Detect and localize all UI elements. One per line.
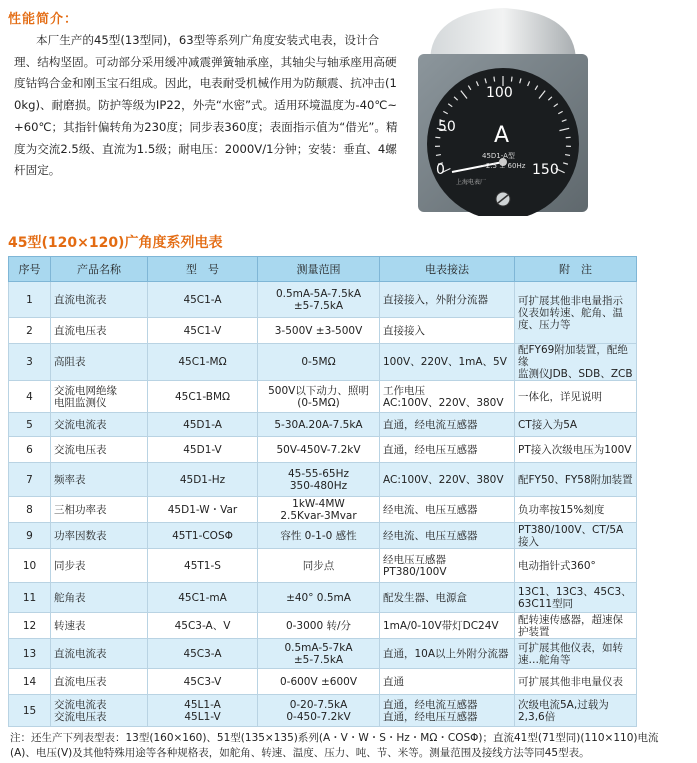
section-title: 性能简介： — [8, 12, 79, 27]
row-name: 直流电流表 — [51, 282, 148, 318]
header-model: 型 号 — [148, 257, 258, 282]
row-notes: 配转速传感器，超速保 护装置 — [515, 613, 637, 639]
scale-label-150: 150 — [532, 162, 559, 178]
row-index: 2 — [9, 318, 51, 344]
row-name: 高阻表 — [51, 344, 148, 381]
row-model: 45D1-W・Var — [148, 497, 258, 523]
row-name: 交流电流表 — [51, 413, 148, 437]
product-table — [8, 256, 637, 727]
header-wiring: 电表接法 — [380, 257, 515, 282]
row-model: 45C1-A — [148, 282, 258, 318]
header-range: 测量范围 — [258, 257, 380, 282]
table-row — [9, 639, 637, 669]
table-row — [9, 381, 637, 413]
row-index: 6 — [9, 437, 51, 463]
row-index: 11 — [9, 583, 51, 613]
row-model: 45T1-COSΦ — [148, 523, 258, 549]
table-title: 45型(120×120)广角度系列电表 — [8, 235, 223, 251]
row-range: 0.5mA-5A-7.5kA ±5-7.5kA — [258, 282, 380, 318]
row-range: 同步点 — [258, 549, 380, 583]
row-index: 7 — [9, 463, 51, 497]
table-row — [9, 282, 637, 318]
row-wiring: 工作电压 AC:100V、220V、380V — [380, 381, 515, 413]
meter-photo — [412, 2, 594, 216]
row-wiring: 直通，经电压互感器 — [380, 437, 515, 463]
row-range: 0-20-7.5kA 0-450-7.2kV — [258, 695, 380, 727]
row-name: 转速表 — [51, 613, 148, 639]
row-range: 容性 0-1-0 感性 — [258, 523, 380, 549]
row-notes: 可扩展其他非电量仪表 — [515, 669, 637, 695]
row-index: 9 — [9, 523, 51, 549]
header-notes: 附 注 — [515, 257, 637, 282]
row-notes: 配FY50、FY58附加装置 — [515, 463, 637, 497]
row-index: 12 — [9, 613, 51, 639]
meter-maker: 上海电表厂 — [456, 179, 487, 186]
row-notes: 电动指针式360° — [515, 549, 637, 583]
row-index: 1 — [9, 282, 51, 318]
row-model: 45C3-A — [148, 639, 258, 669]
row-range: 0-600V ±600V — [258, 669, 380, 695]
row-range: 50V-450V-7.2kV — [258, 437, 380, 463]
footnote: 注：还生产下列表型表：13型(160×160)、51型(135×135)系列(A・V・W・S・Hz・MΩ・COSΦ)；直流41型(71型同)(110×110)电流(A)、电压(V)及其他特殊用途等各种规格表，如舵角、转速、温度、压力、吨、节、米等。测量范围及接线方法等同45型表。 — [10, 732, 659, 759]
row-range: 500V以下动力、照明 (0-5MΩ) — [258, 381, 380, 413]
row-wiring: 经电流、电压互感器 — [380, 523, 515, 549]
row-name: 舵角表 — [51, 583, 148, 613]
row-model: 45D1-A — [148, 413, 258, 437]
row-notes: 负功率按15%刻度 — [515, 497, 637, 523]
meter-unit: A — [494, 123, 510, 148]
scale-tick — [494, 77, 495, 82]
scale-label-0: 0 — [436, 162, 445, 178]
row-wiring: 100V、220V、1mA、5V — [380, 344, 515, 381]
row-model: 45D1-V — [148, 437, 258, 463]
header-name: 产品名称 — [51, 257, 148, 282]
meter-model: 45D1-A型 — [482, 152, 515, 160]
row-index: 14 — [9, 669, 51, 695]
row-name: 功率因数表 — [51, 523, 148, 549]
row-name: 直流电压表 — [51, 669, 148, 695]
table-row — [9, 583, 637, 613]
row-wiring: 直接接入 — [380, 318, 515, 344]
scale-tick — [511, 77, 512, 82]
row-wiring: AC:100V、220V、380V — [380, 463, 515, 497]
row-model: 45C3-V — [148, 669, 258, 695]
row-wiring: 直通，经电流互感器 直通，经电压互感器 — [380, 695, 515, 727]
row-range: 3-500V ±3-500V — [258, 318, 380, 344]
row-index: 5 — [9, 413, 51, 437]
row-notes: 13C1、13C3、45C3、 63C11型同 — [515, 583, 637, 613]
row-name: 交流电压表 — [51, 437, 148, 463]
row-model: 45C1-MΩ — [148, 344, 258, 381]
row-model: 45D1-Hz — [148, 463, 258, 497]
row-index: 3 — [9, 344, 51, 381]
row-name: 同步表 — [51, 549, 148, 583]
row-model: 45C1-BMΩ — [148, 381, 258, 413]
table-row — [9, 413, 637, 437]
row-wiring: 经电压互感器 PT380/100V — [380, 549, 515, 583]
row-wiring: 直接接入，外附分流器 — [380, 282, 515, 318]
row-notes: CT接入为5A — [515, 413, 637, 437]
row-wiring: 经电流、电压互感器 — [380, 497, 515, 523]
row-range: 0-5MΩ — [258, 344, 380, 381]
table-row — [9, 463, 637, 497]
row-name: 频率表 — [51, 463, 148, 497]
table-row — [9, 549, 637, 583]
table-row — [9, 497, 637, 523]
row-model: 45C1-mA — [148, 583, 258, 613]
row-name: 直流电流表 — [51, 639, 148, 669]
row-range: 0-3000 转/分 — [258, 613, 380, 639]
table-row — [9, 613, 637, 639]
meter-housing — [430, 8, 576, 62]
row-range: 45-55-65Hz 350-480Hz — [258, 463, 380, 497]
scale-label-100: 100 — [486, 85, 513, 101]
row-index: 10 — [9, 549, 51, 583]
row-wiring: 1mA/0-10V带灯DC24V — [380, 613, 515, 639]
row-notes: 配FY69附加装置，配绝缘 监测仪JDB、SDB、ZCB — [515, 344, 637, 381]
row-model: 45C3-A、V — [148, 613, 258, 639]
row-index: 4 — [9, 381, 51, 413]
row-index: 15 — [9, 695, 51, 727]
row-range: ±40° 0.5mA — [258, 583, 380, 613]
row-model: 45L1-A 45L1-V — [148, 695, 258, 727]
row-notes: 次级电流5A,过载为2,3,6倍 — [515, 695, 637, 727]
row-model: 45T1-S — [148, 549, 258, 583]
row-notes: 可扩展其他非电量指示 仪表如转速、舵角、温 度、压力等 — [515, 282, 637, 344]
row-wiring: 直通，经电流互感器 — [380, 413, 515, 437]
row-notes: PT380/100V、CT/5A接入 — [515, 523, 637, 549]
row-name: 直流电压表 — [51, 318, 148, 344]
row-range: 5-30A.20A-7.5kA — [258, 413, 380, 437]
header-index: 序号 — [9, 257, 51, 282]
row-range: 1kW-4MW 2.5Kvar-3Mvar — [258, 497, 380, 523]
row-range: 0.5mA-5-7kA ±5-7.5kA — [258, 639, 380, 669]
row-notes: 一体化，详见说明 — [515, 381, 637, 413]
intro-paragraph: 本厂生产的45型(13型同)，63型等系列广角度安装式电表，设计合理、结构坚固。可动部分采用缓冲减震弹簧轴承座，其轴尖与轴承座用高硬度钴钨合金和刚玉宝石组成。因此，电表耐受机械作用为防颠震、抗冲击(10kg)、耐磨损。防护等级为IP22，外壳“水密”式。适用环境温度为-40℃~+60℃；其指针偏转角为230度；同步表360度；表面指示值为“借光”。精度为交流2.5级、直流为1.5级；耐电压：2000V/1分钟；安装：垂直、4螺杆固定。 — [14, 33, 398, 178]
row-wiring: 直通，10A以上外附分流器 — [380, 639, 515, 669]
row-name: 三相功率表 — [51, 497, 148, 523]
row-name: 交流电网绝缘 电阻监测仪 — [51, 381, 148, 413]
table-row — [9, 437, 637, 463]
row-wiring: 直通 — [380, 669, 515, 695]
table-row — [9, 344, 637, 381]
row-notes: 可扩展其他仪表，如转 速…舵角等 — [515, 639, 637, 669]
row-name: 交流电流表 交流电压表 — [51, 695, 148, 727]
row-model: 45C1-V — [148, 318, 258, 344]
table-row — [9, 669, 637, 695]
meter-sublabel: ~2.5 ⊥ 60Hz — [480, 162, 526, 170]
row-notes: PT接入次级电压为100V — [515, 437, 637, 463]
table-row — [9, 523, 637, 549]
scale-label-50: 50 — [438, 119, 456, 135]
table-row — [9, 695, 637, 727]
scale-tick — [436, 155, 441, 156]
row-index: 13 — [9, 639, 51, 669]
row-wiring: 配发生器、电源盒 — [380, 583, 515, 613]
row-index: 8 — [9, 497, 51, 523]
scale-tick — [565, 155, 570, 156]
